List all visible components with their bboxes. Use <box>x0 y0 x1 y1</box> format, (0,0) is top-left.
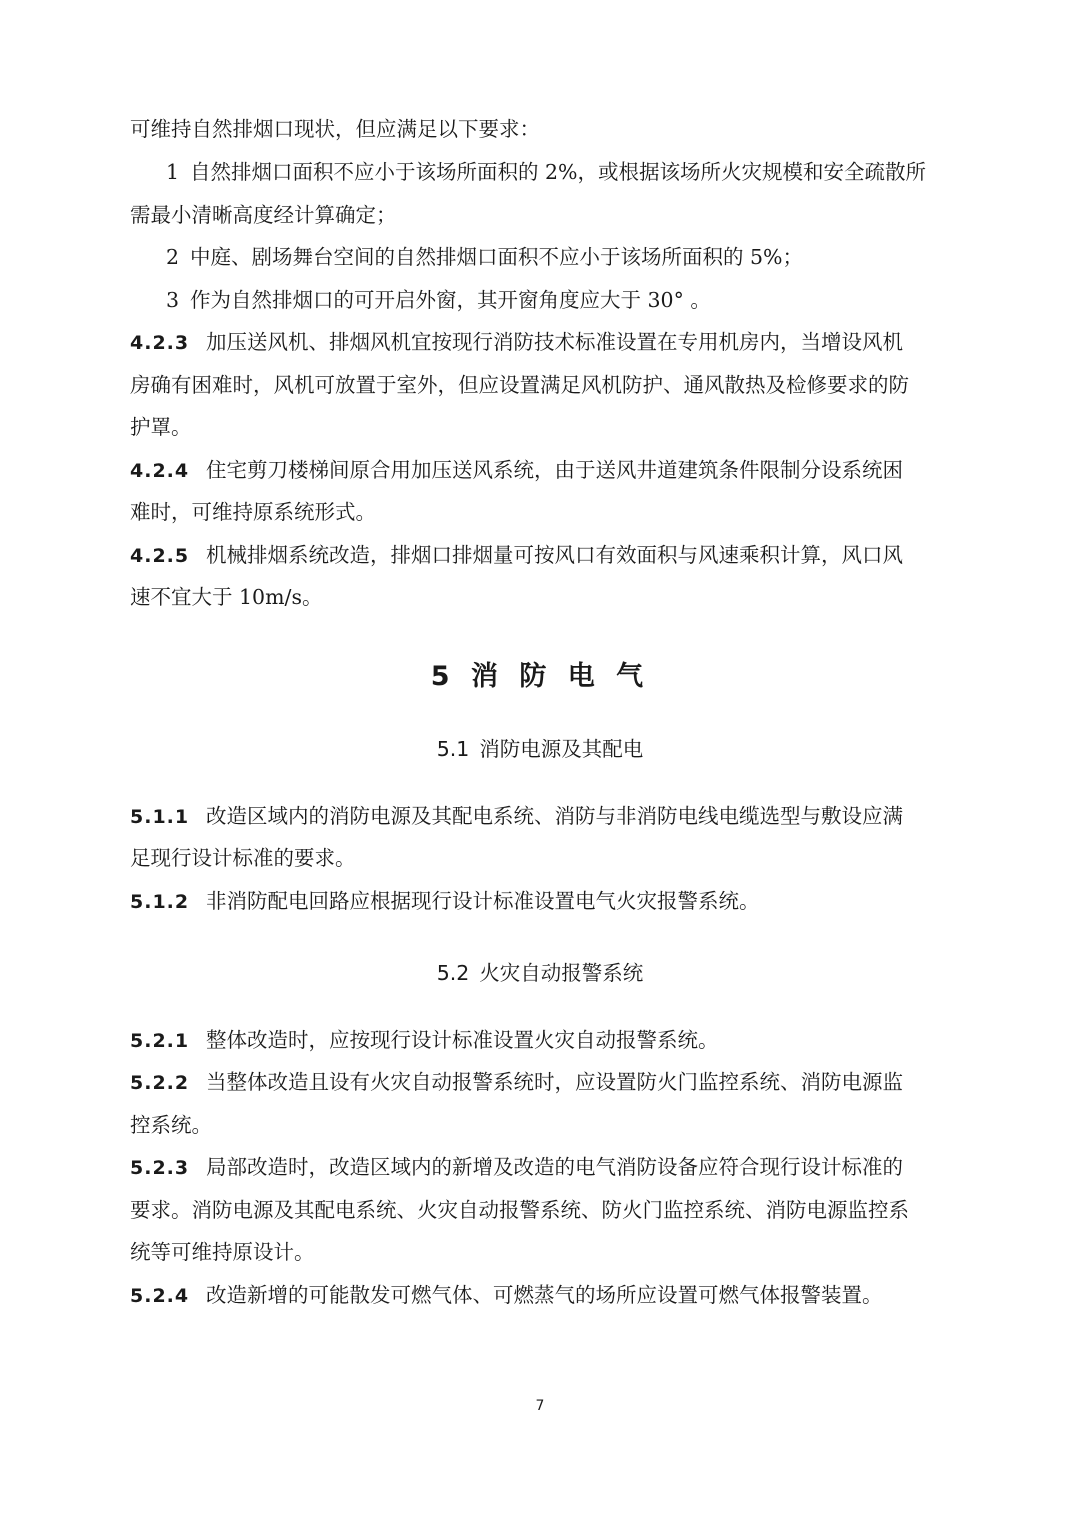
paragraph-line: 要求。消防电源及其配电系统、火灾自动报警系统、防火门监控系统、消防电源监控系 <box>130 1198 909 1222</box>
clause-number: 4.2.4 <box>130 460 190 482</box>
paragraph-line: 足现行设计标准的要求。 <box>130 846 356 870</box>
clause-text: 加压送风机、排烟风机宜按现行消防技术标准设置在专用机房内，当增设风机 <box>206 330 903 354</box>
clause-text: 非消防配电回路应根据现行设计标准设置电气火灾报警系统。 <box>206 889 760 913</box>
chapter-title: 5 消 防 电 气 <box>430 661 650 692</box>
list-item-2 <box>166 243 952 271</box>
paragraph-line: 需最小清晰高度经计算确定； <box>130 203 397 227</box>
clause-number: 5.2.4 <box>130 1285 190 1307</box>
clause-5-1-2 <box>130 887 952 916</box>
section-heading-text: 火灾自动报警系统 <box>479 961 644 985</box>
clause-number: 5.2.1 <box>130 1030 190 1052</box>
page-number: 7 <box>535 1398 545 1414</box>
section-number: 5.1 <box>436 737 470 761</box>
paragraph-line: 难时，可维持原系统形式。 <box>130 500 376 524</box>
section-heading-text: 消防电源及其配电 <box>479 737 644 761</box>
paragraph-line: 护罩。 <box>130 415 192 439</box>
list-item-text: 作为自然排烟口的可开启外窗，其开窗角度应大于 30° 。 <box>190 288 711 312</box>
clause-number: 5.2.2 <box>130 1072 190 1094</box>
clause-4-2-5 <box>130 541 952 570</box>
clause-text: 改造区域内的消防电源及其配电系统、消防与非消防电线电缆选型与敷设应满 <box>206 804 903 828</box>
clause-number: 5.1.1 <box>130 806 190 828</box>
clause-5-2-4 <box>130 1281 952 1310</box>
clause-5-2-2 <box>130 1068 952 1097</box>
section-title-5-2 <box>0 956 1080 986</box>
paragraph-line: 控系统。 <box>130 1113 212 1137</box>
paragraph-line: 统等可维持原设计。 <box>130 1240 315 1264</box>
clause-text: 住宅剪刀楼梯间原合用加压送风系统，由于送风井道建筑条件限制分设系统困 <box>206 458 903 482</box>
clause-5-2-3 <box>130 1153 952 1182</box>
paragraph-line: 速不宜大于 10m/s。 <box>130 585 323 609</box>
clause-text: 改造新增的可能散发可燃气体、可燃蒸气的场所应设置可燃气体报警装置。 <box>206 1283 883 1307</box>
section-number: 5.2 <box>436 961 470 985</box>
list-item-text: 中庭、剧场舞台空间的自然排烟口面积不应小于该场所面积的 5%； <box>190 245 804 269</box>
clause-text: 机械排烟系统改造，排烟口排烟量可按风口有效面积与风速乘积计算，风口风 <box>206 543 903 567</box>
clause-text: 整体改造时，应按现行设计标准设置火灾自动报警系统。 <box>206 1028 719 1052</box>
list-item-number: 1 <box>166 160 180 184</box>
list-item-number: 3 <box>166 288 180 312</box>
list-item-3 <box>166 286 952 314</box>
clause-number: 4.2.3 <box>130 332 190 354</box>
paragraph-line: 房确有困难时，风机可放置于室外，但应设置满足风机防护、通风散热及检修要求的防 <box>130 373 909 397</box>
list-item-number: 2 <box>166 245 180 269</box>
clause-4-2-4 <box>130 456 952 485</box>
paragraph-line: 可维持自然排烟口现状，但应满足以下要求： <box>130 117 540 141</box>
clause-text: 当整体改造且设有火灾自动报警系统时，应设置防火门监控系统、消防电源监 <box>206 1070 903 1094</box>
clause-5-2-1 <box>130 1026 952 1055</box>
clause-number: 4.2.5 <box>130 545 190 567</box>
clause-number: 5.1.2 <box>130 891 190 913</box>
clause-5-1-1 <box>130 802 952 831</box>
clause-text: 局部改造时，改造区域内的新增及改造的电气消防设备应符合现行设计标准的 <box>206 1155 903 1179</box>
list-item-text: 自然排烟口面积不应小于该场所面积的 2%，或根据该场所火灾规模和安全疏散所 <box>190 160 927 184</box>
section-title-5-1 <box>0 732 1080 762</box>
clause-4-2-3 <box>130 328 952 357</box>
clause-number: 5.2.3 <box>130 1157 190 1179</box>
list-item-1 <box>166 158 952 186</box>
